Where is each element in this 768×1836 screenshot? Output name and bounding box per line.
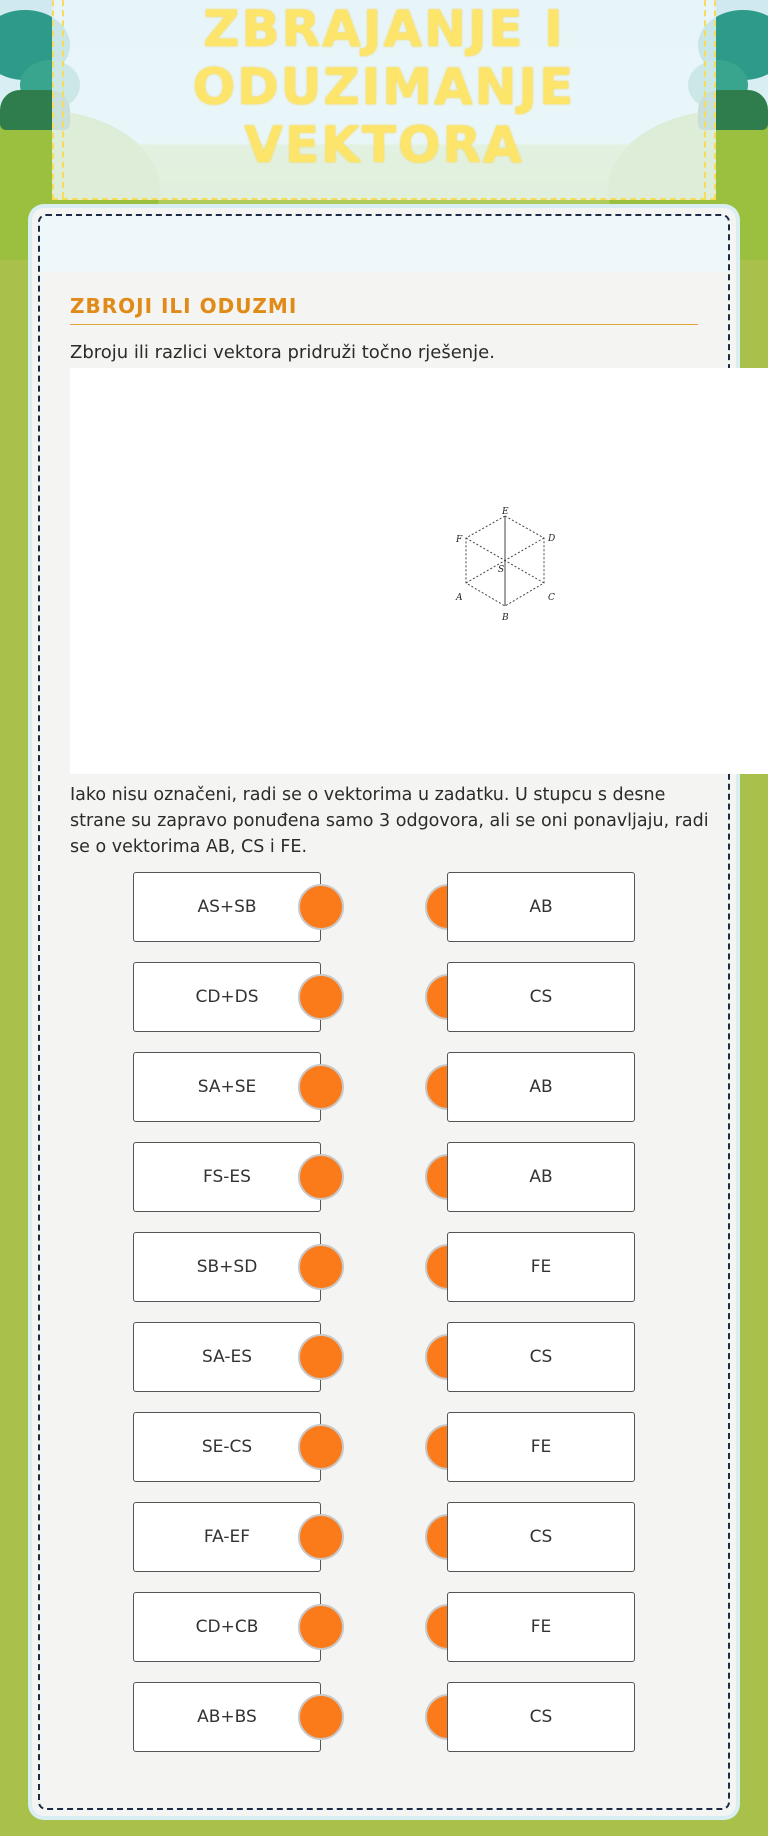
label-b: B: [502, 613, 509, 623]
left-connector-dot[interactable]: [298, 1514, 344, 1560]
right-answer-box[interactable]: FE: [447, 1592, 635, 1662]
right-answer-box[interactable]: CS: [447, 1322, 635, 1392]
hexagon-diagram: [70, 368, 768, 774]
title-panel: [52, 0, 716, 200]
match-row: [32, 962, 736, 1032]
label-d: D: [548, 534, 556, 544]
left-term-box[interactable]: FA-EF: [133, 1502, 321, 1572]
match-row: [32, 1052, 736, 1122]
label-a: A: [456, 593, 463, 603]
left-connector-dot[interactable]: [298, 1064, 344, 1110]
right-answer-box[interactable]: AB: [447, 1052, 635, 1122]
left-term-box[interactable]: SB+SD: [133, 1232, 321, 1302]
match-row: [32, 1682, 736, 1752]
left-term-box[interactable]: SA+SE: [133, 1052, 321, 1122]
left-connector-dot[interactable]: [298, 884, 344, 930]
left-term-box[interactable]: AS+SB: [133, 872, 321, 942]
label-f: F: [456, 535, 463, 545]
content-card: [32, 208, 736, 1816]
match-row: [32, 1232, 736, 1302]
left-term-box[interactable]: CD+CB: [133, 1592, 321, 1662]
match-row: [32, 1412, 736, 1482]
label-s: S: [498, 565, 505, 575]
left-term-box[interactable]: FS-ES: [133, 1142, 321, 1212]
left-term-box[interactable]: SA-ES: [133, 1322, 321, 1392]
hexagon-diagram-svg: [70, 368, 768, 774]
match-row: [32, 1502, 736, 1572]
explanation-text: Iako nisu označeni, radi se o vektorima u zadatku. U stupcu s desne strane su zapravo ponuđena samo 3 odgovora, ali se oni ponavljaju, radi se o vektorima AB, CS i FE.: [70, 785, 709, 857]
right-answer-box[interactable]: AB: [447, 1142, 635, 1212]
right-answer-box[interactable]: FE: [447, 1412, 635, 1482]
right-answer-box[interactable]: CS: [447, 1502, 635, 1572]
right-answer-box[interactable]: AB: [447, 872, 635, 942]
match-row: [32, 1592, 736, 1662]
section-heading: ZBROJI ILI ODUZMI: [70, 294, 698, 325]
right-answer-box[interactable]: CS: [447, 1682, 635, 1752]
left-term-box[interactable]: CD+DS: [133, 962, 321, 1032]
page-title: ZBRAJANJE I ODUZIMANJE VEKTORA: [192, 0, 576, 174]
instruction-text: Zbroju ili razlici vektora pridruži točno rješenje.: [70, 342, 495, 363]
right-answer-box[interactable]: CS: [447, 962, 635, 1032]
left-connector-dot[interactable]: [298, 1424, 344, 1470]
label-e: E: [502, 507, 509, 517]
left-term-box[interactable]: AB+BS: [133, 1682, 321, 1752]
left-connector-dot[interactable]: [298, 1334, 344, 1380]
left-term-box[interactable]: SE-CS: [133, 1412, 321, 1482]
match-row: [32, 872, 736, 942]
left-connector-dot[interactable]: [298, 974, 344, 1020]
left-connector-dot[interactable]: [298, 1244, 344, 1290]
left-connector-dot[interactable]: [298, 1154, 344, 1200]
label-c: C: [548, 593, 555, 603]
match-row: [32, 1142, 736, 1212]
title-panel-inner: [62, 0, 706, 198]
match-row: [32, 1322, 736, 1392]
right-answer-box[interactable]: FE: [447, 1232, 635, 1302]
left-connector-dot[interactable]: [298, 1604, 344, 1650]
left-connector-dot[interactable]: [298, 1694, 344, 1740]
